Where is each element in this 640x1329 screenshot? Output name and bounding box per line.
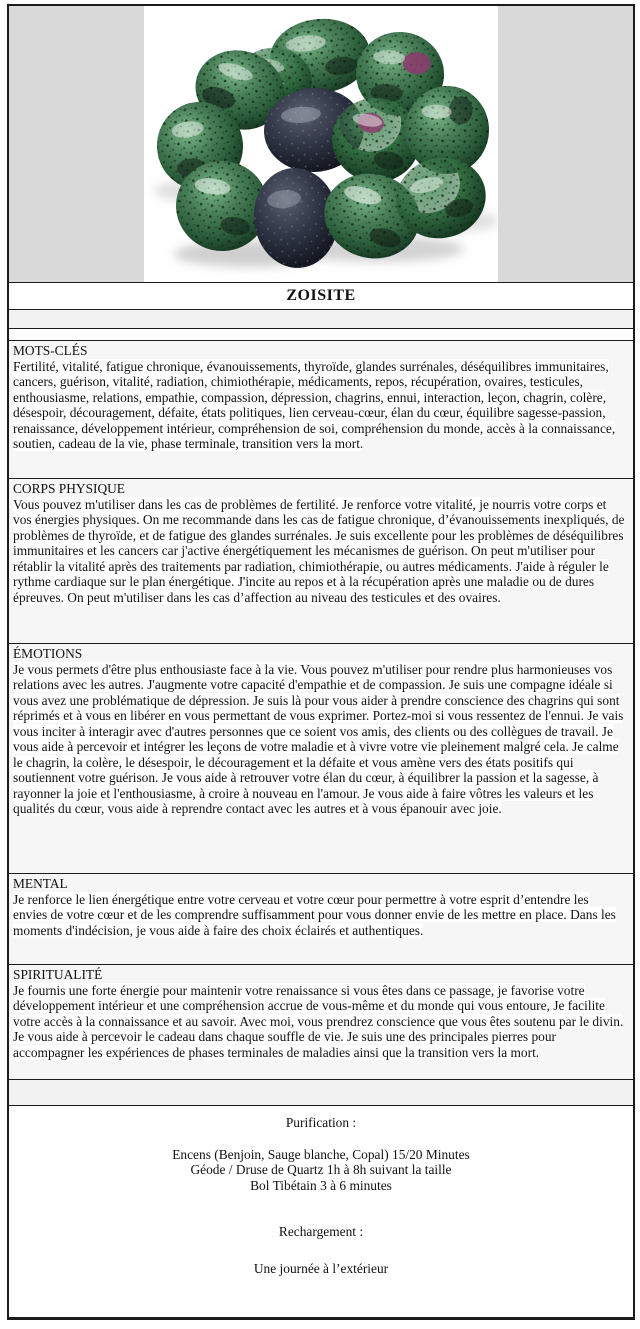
section-heading: SPIRITUALITÉ <box>13 967 103 982</box>
page-title: ZOISITE <box>286 287 356 304</box>
purification-item: Encens (Benjoin, Sauge blanche, Copal) 15/20 Minutes <box>172 1146 470 1162</box>
purification-item: Bol Tibétain 3 à 6 minutes <box>250 1177 392 1193</box>
section-body: Je renforce le lien énergétique entre votre cerveau et votre cœur pour permettre à votre esprit d’entendre les envies de votre cœur et de les comprendre suffisamment pour vous donner envie de les mettre en place. Dans les moments d'indécision, je vous aide à faire des choix éclairés et authentiques. <box>13 891 616 938</box>
section-mental <box>9 873 633 965</box>
section-heading: ÉMOTIONS <box>13 646 83 661</box>
title-row <box>9 282 633 310</box>
zoisite-stones-photo <box>144 6 498 283</box>
section-corps-physique <box>9 478 633 644</box>
section-spiritualite <box>9 964 633 1080</box>
spacer-row-bottom <box>9 1079 633 1106</box>
section-mots-cles <box>9 340 633 479</box>
section-body: Vous pouvez m'utiliser dans les cas de problèmes de fertilité. Je renforce votre vitalité, je nourris votre corps et vos énergies physiques. On me recommande dans les cas de fatigue chronique, d’évanouissements inexpliqués, de problèmes de thyroïde, et de fatigue des glandes surrénales. Je suis excellente pour les problèmes de déséquilibres immunitaires et les cancers car j'active énergétiquement les mécanismes de guérison. On peut m'utiliser pour rétablir la vitalité après des traitements par radiation, chimiothérapie, ou autres médicaments. J'aide à réguler le rythme cardiaque sur le plan énergétique. J'incite au repos et à la récupération après une maladie ou de dures épreuves. On peut m'utiliser dans les cas d’affection au niveau des testicules et des ovaires. <box>13 496 625 605</box>
section-body: Fertilité, vitalité, fatigue chronique, évanouissements, thyroïde, glandes surrénales, déséquilibres immunitaires, cancers, guérison, vitalité, radiation, chimiothérapie, médicaments, repos, récupération, ovaires, testicules, enthousiasme, relations, empathie, compassion, dépression, chagrins, ennui, interaction, leçon, chagrin, colère, désespoir, découragement, défaite, états politiques, lien cerveau-cœur, élan du cœur, équilibre sagesse-passion, renaissance, développement intérieur, compréhension de soi, compréhension du monde, accès à la connaissance, soutien, cadeau de la vie, phase terminale, transition vers la mort. <box>13 358 616 451</box>
stone-photo-row <box>9 6 633 283</box>
section-body: Je vous permets d'être plus enthousiaste face à la vie. Vous pouvez m'utiliser pour rendre plus harmonieuses vos relations avec les autres. J'augmente votre capacité d'empathie et de compassion. Je suis une compagne idéale si vous avez une problématique de dépression. Je suis là pour vous aider à prendre conscience des chagrins qui sont réprimés et à vous en libérer en vous permettant de vous exprimer. Portez-moi si vous ressentez de l'ennui. Je vais vous inciter à interagir avec d'autres personnes que ce soient vos amis, des clients ou des collègues de travail. Je vous aide à percevoir et intégrer les leçons de votre maladie et à vivre votre vie pleinement malgré cela. Je calme le chagrin, la colère, le désespoir, le découragement et la défaite et vous amène vers des états positifs qui soutiennent votre guérison. Je vous aide à retrouver votre élan du cœur, à équilibrer la passion et la sagesse, à rayonner la joie et l'enthousiasme, à croire à nouveau en l'amour. Je vous aide à faire vôtres les valeurs et les qualités du cœur, vous aide à reprendre contact avec les autres et à vous épanouir avec joie. <box>13 661 624 816</box>
purification-label: Purification : <box>285 1115 357 1130</box>
rechargement-label: Rechargement : <box>278 1224 364 1239</box>
care-instructions <box>9 1105 633 1318</box>
document-frame <box>7 4 635 1320</box>
zoisite-stones-illustration <box>144 6 498 283</box>
section-emotions <box>9 643 633 874</box>
section-heading: MOTS-CLÉS <box>13 343 88 358</box>
rechargement-item: Une journée à l’extérieur <box>253 1260 389 1276</box>
section-body: Je fournis une forte énergie pour maintenir votre renaissance si vous êtes dans ce passage, je favorise votre développement intérieur et une compréhension accrue de vous-même et du monde qui vous entoure, Je facilite votre accès à la connaissance et au savoir. Avec moi, vous prendrez conscience que vous êtes soutenu par le divin. Je vous aide à percevoir le cadeau dans chaque souffle de vie. Je suis une des principales pierres pour accompagner les expériences de phases terminales de maladies ainsi que la transition vers la mort. <box>13 982 624 1060</box>
purification-item: Géode / Druse de Quartz 1h à 8h suivant la taille <box>190 1162 452 1177</box>
spacer-row-top <box>9 309 633 329</box>
section-heading: CORPS PHYSIQUE <box>13 481 125 496</box>
section-heading: MENTAL <box>13 876 68 891</box>
